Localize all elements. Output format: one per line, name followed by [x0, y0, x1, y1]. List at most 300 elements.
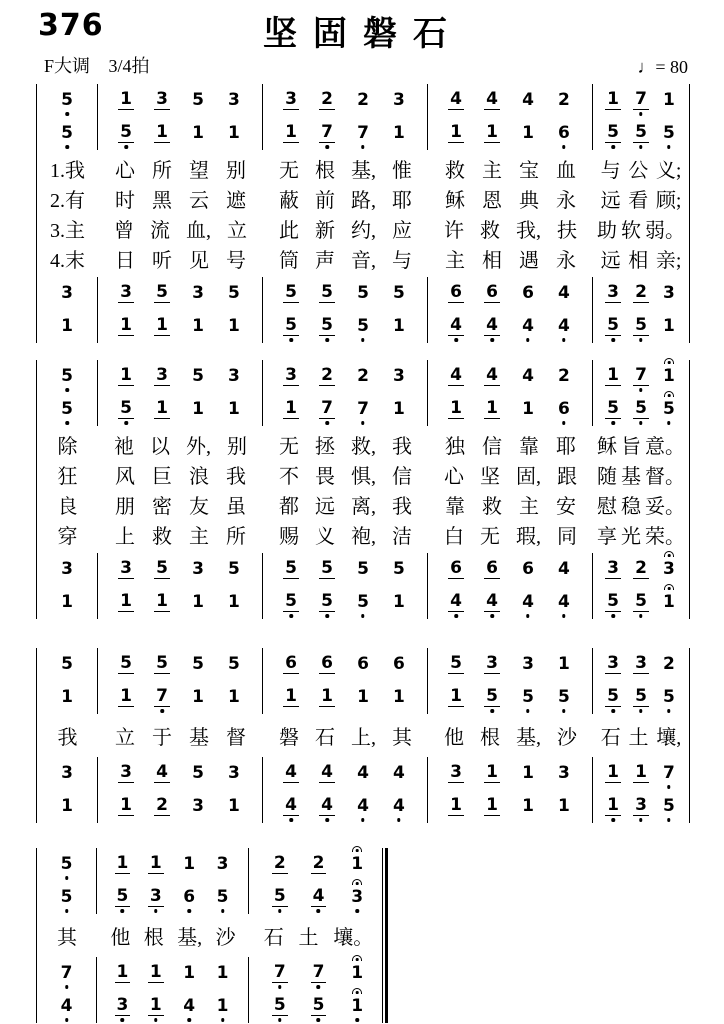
lyric-char: 血: [556, 159, 576, 182]
note-digit: 5: [285, 282, 297, 302]
note-digit: 5: [607, 122, 619, 142]
note: [319, 593, 335, 612]
measure: [263, 757, 428, 823]
note-digit: 3: [192, 283, 204, 303]
note: [59, 285, 75, 302]
measure: [249, 848, 388, 914]
note-digit: 1: [486, 795, 498, 815]
lyric-char: 主: [519, 495, 539, 518]
note-digit: 1: [285, 122, 297, 142]
lyric-char: 于: [152, 726, 172, 749]
lyric-char: 基: [189, 726, 209, 749]
fermata-icon: [664, 551, 674, 557]
lyric-measure: [98, 244, 263, 273]
note-digit: 1: [321, 686, 333, 706]
note: [355, 401, 371, 418]
note-digit: 3: [156, 365, 168, 385]
lyric-measure: [263, 214, 428, 243]
octave-dot: [278, 985, 282, 989]
note: [355, 765, 371, 782]
note-line: [428, 648, 592, 681]
note-line: [37, 790, 97, 823]
note-digit: 4: [60, 996, 73, 1016]
note-digit: 3: [522, 654, 534, 674]
lyric-char: 遇: [519, 249, 539, 272]
lyric-char: 耶: [392, 189, 412, 212]
lyric-line: [37, 519, 689, 549]
note: [556, 656, 572, 673]
note: [633, 655, 649, 674]
note: [154, 655, 170, 674]
note: [633, 560, 649, 579]
measure: [263, 553, 428, 619]
lyric-char: 救,: [351, 435, 376, 458]
note-digit: 5: [321, 282, 333, 302]
note: [311, 888, 327, 907]
lyric-char: 亲;: [655, 249, 682, 272]
note: [226, 401, 242, 418]
lyric-char: 1.我: [50, 159, 85, 182]
note-digit: 7: [321, 122, 333, 142]
lyric-char: 望: [189, 159, 209, 182]
note-digit: 1: [61, 796, 73, 816]
note: [226, 561, 242, 578]
note: [661, 401, 677, 418]
lyric-char: 壤。: [333, 926, 374, 949]
note-digit: 1: [663, 90, 675, 110]
octave-dot: [490, 709, 494, 713]
note-digit: 1: [120, 89, 132, 109]
lyric-char: 基,: [351, 159, 376, 182]
note-digit: 3: [393, 366, 405, 386]
lyric-char: 磐: [279, 726, 299, 749]
note: [190, 798, 206, 815]
note-digit: 1: [192, 592, 204, 612]
octave-dot: [221, 1018, 225, 1022]
octave-dot: [289, 614, 293, 618]
note: [59, 125, 75, 142]
note: [283, 367, 299, 386]
note-digit: 7: [321, 398, 333, 418]
measure: [593, 360, 689, 426]
note: [484, 560, 500, 579]
note: [190, 285, 206, 302]
octave-dot: [278, 909, 282, 913]
note-digit: 1: [228, 316, 240, 336]
note-digit: 5: [156, 282, 168, 302]
system: [36, 360, 690, 619]
note-line: [98, 586, 262, 619]
octave-dot: [611, 818, 615, 822]
octave-dot: [65, 985, 69, 989]
note-line: [263, 360, 427, 393]
note: [605, 593, 621, 612]
note: [118, 284, 134, 303]
lyric-char: 无: [279, 435, 299, 458]
note: [520, 125, 536, 142]
time-signature: 3/4拍: [108, 56, 150, 76]
note: [148, 888, 164, 907]
note: [391, 689, 407, 706]
lyric-measure: [98, 490, 263, 519]
note-line: [428, 277, 592, 310]
fermata-icon: [664, 391, 674, 397]
note: [215, 889, 231, 906]
note-digit: 5: [60, 887, 73, 907]
note: [633, 91, 649, 110]
octave-dot: [317, 909, 321, 913]
octave-dot: [325, 614, 329, 618]
note-digit: 6: [522, 283, 534, 303]
octave-dot: [160, 709, 164, 713]
lyric-char: 见: [189, 249, 209, 272]
lyric-char: 应: [392, 219, 412, 242]
note-digit: 6: [486, 558, 498, 578]
system: [36, 84, 690, 343]
note-line: [37, 681, 97, 714]
note-digit: 4: [321, 762, 333, 782]
note-digit: 3: [607, 653, 619, 673]
note-line: [249, 990, 388, 1023]
lyric-char: 稣: [445, 189, 465, 212]
note: [283, 560, 299, 579]
lyric-char: 石: [315, 726, 335, 749]
lyric-char: 靠: [519, 435, 539, 458]
note: [154, 797, 170, 816]
note: [319, 317, 335, 336]
note: [484, 124, 500, 143]
note-line: [263, 310, 427, 343]
note: [154, 400, 170, 419]
note-digit: 1: [116, 962, 129, 982]
lyric-measure: [37, 430, 98, 459]
lyric-char: 慰: [597, 495, 617, 518]
note-digit: 1: [663, 316, 675, 336]
lyric-char: 耶: [556, 435, 576, 458]
octave-dot: [361, 614, 365, 618]
octave-dot: [121, 909, 125, 913]
note: [520, 798, 536, 815]
note-digit: 7: [60, 963, 73, 983]
lyric-char: 主: [189, 525, 209, 548]
note: [181, 856, 197, 873]
note: [59, 656, 75, 673]
note: [154, 560, 170, 579]
note-digit: 5: [663, 687, 675, 707]
note-digit: 1: [228, 796, 240, 816]
lyric-char: 救: [482, 495, 502, 518]
lyric-char: 无: [480, 525, 500, 548]
measure: [593, 553, 689, 619]
lyric-char: 顾;: [655, 189, 682, 212]
note-digit: 5: [61, 123, 73, 143]
note-digit: 3: [228, 366, 240, 386]
note: [661, 798, 677, 815]
note: [556, 401, 572, 418]
note: [520, 285, 536, 302]
note-digit: 1: [192, 687, 204, 707]
lyric-measure: [37, 520, 98, 549]
note-line: [428, 84, 592, 117]
lyric-char: 信: [392, 465, 412, 488]
lyric-measure: [593, 214, 689, 243]
note-digit: 1: [216, 963, 229, 983]
lyric-char: 离,: [351, 495, 376, 518]
note: [633, 317, 649, 336]
note-digit: 3: [192, 796, 204, 816]
octave-dot: [124, 421, 128, 425]
note-digit: 5: [393, 559, 405, 579]
lyric-char: 救: [445, 159, 465, 182]
note: [661, 561, 677, 578]
note: [605, 797, 621, 816]
note: [605, 91, 621, 110]
note-line: [98, 277, 262, 310]
lyric-char: 随: [597, 465, 617, 488]
note-digit: 3: [663, 559, 675, 579]
octave-dot: [667, 421, 671, 425]
lyric-char: 我: [226, 465, 246, 488]
octave-dot: [639, 112, 643, 116]
note-digit: 5: [60, 854, 73, 874]
octave-dot: [611, 338, 615, 342]
note-line: [249, 881, 388, 914]
note-digit: 1: [558, 654, 570, 674]
note: [215, 998, 231, 1015]
note-digit: 5: [216, 887, 229, 907]
key-time: [44, 52, 164, 78]
note: [661, 656, 677, 673]
lyric-char: 都: [279, 495, 299, 518]
note: [349, 889, 365, 906]
lyric-measure: [98, 214, 263, 243]
note: [448, 367, 464, 386]
lyric-char: 义: [315, 525, 335, 548]
note: [154, 688, 170, 707]
lyric-char: 朋: [115, 495, 135, 518]
note: [448, 593, 464, 612]
note-line: [37, 117, 97, 150]
lyric-char: 他: [444, 726, 464, 749]
lyric-char: 狂: [57, 465, 78, 488]
note: [118, 91, 134, 110]
note: [661, 689, 677, 706]
lyric-char: 不: [279, 465, 299, 488]
note: [226, 656, 242, 673]
note: [272, 888, 288, 907]
note: [391, 125, 407, 142]
measure: [98, 757, 263, 823]
lyrics-block: [37, 714, 689, 757]
lyric-measure: [428, 244, 593, 273]
octave-dot: [65, 421, 69, 425]
note-digit: 1: [156, 591, 168, 611]
lyric-measure: [98, 460, 263, 489]
note: [605, 284, 621, 303]
lyric-char: 音,: [351, 249, 376, 272]
octave-dot: [562, 145, 566, 149]
note: [633, 593, 649, 612]
note-digit: 4: [486, 365, 498, 385]
note: [190, 318, 206, 335]
octave-dot: [639, 421, 643, 425]
note-digit: 4: [450, 591, 462, 611]
note-digit: 3: [228, 763, 240, 783]
note-digit: 3: [663, 283, 675, 303]
lyric-line: [37, 717, 689, 753]
note: [355, 285, 371, 302]
note-digit: 5: [156, 653, 168, 673]
note-digit: 4: [558, 316, 570, 336]
note: [391, 368, 407, 385]
lyric-measure: [37, 490, 98, 519]
measure: [593, 277, 689, 343]
note-digit: 5: [486, 686, 498, 706]
lyric-char: 血,: [186, 219, 211, 242]
note: [283, 91, 299, 110]
fermata-icon: [352, 846, 362, 852]
note: [484, 655, 500, 674]
note-digit: 5: [558, 687, 570, 707]
note: [633, 367, 649, 386]
note: [556, 368, 572, 385]
note: [633, 764, 649, 783]
note: [226, 368, 242, 385]
lyric-char: 助: [597, 219, 617, 242]
note-digit: 5: [635, 686, 647, 706]
lyric-char: 与: [600, 159, 621, 182]
lyric-measure: [37, 214, 98, 243]
note: [556, 92, 572, 109]
note: [59, 594, 75, 611]
lyric-char: 友: [189, 495, 209, 518]
note: [115, 855, 131, 874]
octave-dot: [65, 112, 69, 116]
note: [226, 125, 242, 142]
measure: [428, 553, 593, 619]
note-digit: 1: [393, 399, 405, 419]
lyric-measure: [428, 214, 593, 243]
lyric-char: 意。: [645, 435, 685, 458]
note-digit: 1: [228, 123, 240, 143]
note-digit: 1: [522, 123, 534, 143]
note-line: [428, 360, 592, 393]
pickup-measure: [37, 277, 98, 343]
octave-dot: [526, 709, 530, 713]
note-digit: 2: [321, 89, 333, 109]
note-digit: 5: [393, 283, 405, 303]
lyric-char: 蔽: [279, 189, 299, 212]
note-digit: 5: [321, 315, 333, 335]
note-digit: 1: [450, 795, 462, 815]
note-digit: 4: [156, 762, 168, 782]
measure: [263, 277, 428, 343]
note-digit: 6: [285, 653, 297, 673]
pickup-measure: [37, 553, 98, 619]
note-digit: 4: [312, 886, 325, 906]
note-digit: 5: [192, 654, 204, 674]
note-digit: 3: [120, 762, 132, 782]
octave-dot: [355, 1018, 359, 1022]
note: [556, 594, 572, 611]
note-digit: 3: [607, 282, 619, 302]
note-digit: 5: [192, 366, 204, 386]
pickup-measure: [37, 757, 98, 823]
note-line: [98, 757, 262, 790]
note: [283, 688, 299, 707]
octave-dot: [490, 338, 494, 342]
lyric-measure: [37, 460, 98, 489]
fermata-icon: [664, 358, 674, 364]
lyric-measure: [97, 921, 249, 950]
fermata-icon: [664, 584, 674, 590]
note-digit: 5: [357, 316, 369, 336]
note-line: [37, 757, 97, 790]
lyric-char: 云: [189, 189, 209, 212]
note-digit: 5: [285, 591, 297, 611]
lyric-char: 浪: [189, 465, 209, 488]
measure: [97, 957, 249, 1023]
note-digit: 4: [486, 591, 498, 611]
note: [661, 318, 677, 335]
note-digit: 5: [450, 653, 462, 673]
octave-dot: [639, 338, 643, 342]
note-digit: 4: [321, 795, 333, 815]
measure: [428, 757, 593, 823]
lyric-measure: [37, 921, 97, 950]
octave-dot: [317, 985, 321, 989]
lyric-char: 光: [621, 525, 641, 548]
system: [36, 648, 690, 823]
note: [272, 964, 288, 983]
lyric-char: 典: [519, 189, 539, 212]
note-digit: 5: [321, 591, 333, 611]
staff-pair: [37, 360, 689, 426]
note: [484, 91, 500, 110]
note: [190, 765, 206, 782]
lyric-char: 除: [57, 435, 78, 458]
lyric-char: 洁: [392, 525, 412, 548]
note-digit: 4: [393, 796, 405, 816]
octave-dot: [187, 1018, 191, 1022]
lyric-char: 所: [152, 159, 172, 182]
note-line: [263, 277, 427, 310]
measure: [98, 84, 263, 150]
note: [484, 284, 500, 303]
note-digit: 5: [663, 796, 675, 816]
note: [355, 318, 371, 335]
note-digit: 1: [285, 398, 297, 418]
note-digit: 3: [285, 89, 297, 109]
note-digit: 7: [635, 365, 647, 385]
note: [59, 889, 75, 906]
lyric-measure: [428, 520, 593, 549]
note: [520, 401, 536, 418]
note-line: [428, 681, 592, 714]
note-digit: 3: [450, 762, 462, 782]
note-line: [428, 117, 592, 150]
note: [633, 400, 649, 419]
note-digit: 2: [357, 366, 369, 386]
note: [319, 688, 335, 707]
note-line: [428, 553, 592, 586]
octave-dot: [526, 614, 530, 618]
note-digit: 1: [192, 316, 204, 336]
note-line: [37, 84, 97, 117]
octave-dot: [154, 1018, 158, 1022]
note: [391, 656, 407, 673]
lyric-char: 别: [227, 435, 247, 458]
